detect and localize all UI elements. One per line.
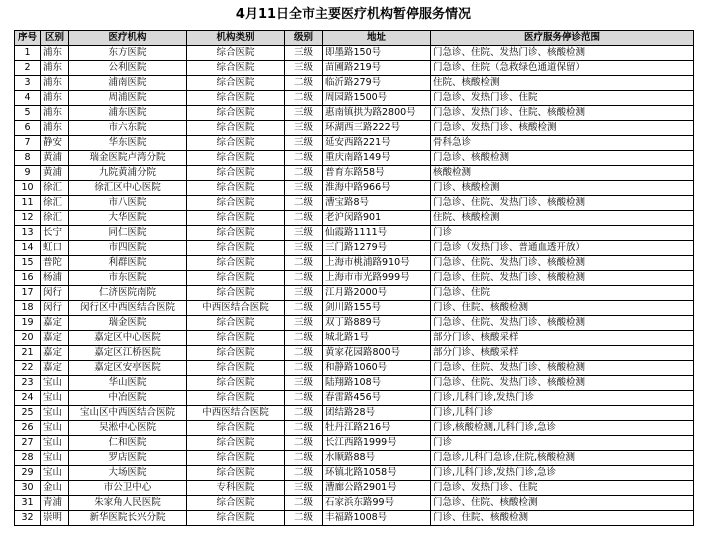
cell-level: 三级 xyxy=(285,481,323,496)
cell-category: 综合医院 xyxy=(187,466,285,481)
cell-institution: 嘉定区中心医院 xyxy=(69,331,187,346)
cell-category: 综合医院 xyxy=(187,331,285,346)
table-row xyxy=(15,46,694,61)
header-address: 地址 xyxy=(323,31,431,46)
cell-institution: 东方医院 xyxy=(69,46,187,61)
cell-category: 综合医院 xyxy=(187,106,285,121)
cell-address: 团结路28号 xyxy=(323,406,431,421)
cell-category: 综合医院 xyxy=(187,151,285,166)
cell-level: 三级 xyxy=(285,61,323,76)
table-row xyxy=(15,256,694,271)
cell-district: 徐汇 xyxy=(41,211,69,226)
cell-level: 二级 xyxy=(285,166,323,181)
table-row xyxy=(15,436,694,451)
cell-district: 普陀 xyxy=(41,256,69,271)
cell-services: 核酸检测 xyxy=(431,166,694,181)
cell-category: 专科医院 xyxy=(187,481,285,496)
cell-category: 综合医院 xyxy=(187,181,285,196)
cell-district: 浦东 xyxy=(41,61,69,76)
cell-category: 综合医院 xyxy=(187,361,285,376)
table-row xyxy=(15,91,694,106)
cell-level: 三级 xyxy=(285,136,323,151)
cell-level: 二级 xyxy=(285,361,323,376)
cell-services: 门诊,核酸检测,儿科门诊,急诊 xyxy=(431,421,694,436)
cell-level: 二级 xyxy=(285,196,323,211)
cell-category: 综合医院 xyxy=(187,121,285,136)
cell-address: 丰福路1008号 xyxy=(323,511,431,526)
cell-category: 综合医院 xyxy=(187,241,285,256)
table-row xyxy=(15,76,694,91)
cell-index: 15 xyxy=(15,256,41,271)
cell-district: 闵行 xyxy=(41,301,69,316)
cell-district: 宝山 xyxy=(41,376,69,391)
cell-services: 门急诊、核酸检测 xyxy=(431,151,694,166)
cell-category: 综合医院 xyxy=(187,376,285,391)
cell-index: 18 xyxy=(15,301,41,316)
cell-services: 门急诊、住院、发热门诊、核酸检测 xyxy=(431,256,694,271)
table-row xyxy=(15,346,694,361)
cell-services: 门诊,儿科门诊,发热门诊 xyxy=(431,391,694,406)
cell-institution: 浦东医院 xyxy=(69,106,187,121)
cell-address: 上海市桃浦路910号 xyxy=(323,256,431,271)
cell-address: 双丁路889号 xyxy=(323,316,431,331)
cell-services: 住院、核酸检测 xyxy=(431,211,694,226)
cell-index: 30 xyxy=(15,481,41,496)
cell-institution: 利群医院 xyxy=(69,256,187,271)
cell-level: 二级 xyxy=(285,211,323,226)
cell-services: 门诊、住院、核酸检测 xyxy=(431,301,694,316)
table-row xyxy=(15,391,694,406)
cell-level: 二级 xyxy=(285,451,323,466)
table-row xyxy=(15,421,694,436)
cell-index: 26 xyxy=(15,421,41,436)
cell-index: 31 xyxy=(15,496,41,511)
cell-index: 7 xyxy=(15,136,41,151)
cell-district: 静安 xyxy=(41,136,69,151)
cell-index: 1 xyxy=(15,46,41,61)
cell-services: 门急诊、发热门诊、核酸检测 xyxy=(431,121,694,136)
table-row xyxy=(15,241,694,256)
cell-category: 综合医院 xyxy=(187,496,285,511)
cell-institution: 仁和医院 xyxy=(69,436,187,451)
cell-level: 二级 xyxy=(285,91,323,106)
cell-index: 9 xyxy=(15,166,41,181)
cell-district: 宝山 xyxy=(41,391,69,406)
cell-institution: 市六东院 xyxy=(69,121,187,136)
cell-category: 综合医院 xyxy=(187,391,285,406)
cell-services: 门诊,儿科门诊,发热门诊,急诊 xyxy=(431,466,694,481)
cell-district: 浦东 xyxy=(41,76,69,91)
cell-level: 三级 xyxy=(285,376,323,391)
cell-district: 黄浦 xyxy=(41,151,69,166)
cell-address: 漕廊公路2901号 xyxy=(323,481,431,496)
cell-services: 门急诊、住院、核酸检测 xyxy=(431,496,694,511)
table-body xyxy=(15,46,694,526)
cell-institution: 瑞金医院卢湾分院 xyxy=(69,151,187,166)
cell-institution: 市四医院 xyxy=(69,241,187,256)
table-row xyxy=(15,211,694,226)
cell-level: 二级 xyxy=(285,421,323,436)
cell-address: 老沪闵路901 xyxy=(323,211,431,226)
cell-institution: 瑞金医院 xyxy=(69,316,187,331)
cell-category: 综合医院 xyxy=(187,226,285,241)
cell-district: 黄浦 xyxy=(41,166,69,181)
cell-index: 17 xyxy=(15,286,41,301)
cell-services: 门急诊、住院、发热门诊、核酸检测 xyxy=(431,196,694,211)
cell-services: 门急诊、发热门诊、住院 xyxy=(431,481,694,496)
cell-services: 门急诊、住院、发热门诊、核酸检测 xyxy=(431,376,694,391)
cell-index: 32 xyxy=(15,511,41,526)
cell-institution: 罗店医院 xyxy=(69,451,187,466)
cell-category: 综合医院 xyxy=(187,61,285,76)
cell-district: 嘉定 xyxy=(41,346,69,361)
cell-index: 5 xyxy=(15,106,41,121)
header-row xyxy=(15,31,694,46)
cell-address: 惠南镇拱为路2800号 xyxy=(323,106,431,121)
cell-services: 门急诊、发热门诊、住院、核酸检测 xyxy=(431,106,694,121)
cell-institution: 同仁医院 xyxy=(69,226,187,241)
cell-district: 浦东 xyxy=(41,91,69,106)
cell-level: 二级 xyxy=(285,271,323,286)
table-row xyxy=(15,196,694,211)
cell-district: 杨浦 xyxy=(41,271,69,286)
cell-district: 浦东 xyxy=(41,106,69,121)
cell-address: 即墨路150号 xyxy=(323,46,431,61)
cell-address: 江月路2000号 xyxy=(323,286,431,301)
cell-index: 23 xyxy=(15,376,41,391)
cell-institution: 大场医院 xyxy=(69,466,187,481)
cell-institution: 徐汇区中心医院 xyxy=(69,181,187,196)
cell-address: 三门路1279号 xyxy=(323,241,431,256)
table-row xyxy=(15,496,694,511)
cell-district: 浦东 xyxy=(41,46,69,61)
cell-level: 二级 xyxy=(285,496,323,511)
cell-services: 门急诊、住院 xyxy=(431,286,694,301)
cell-level: 二级 xyxy=(285,346,323,361)
cell-level: 三级 xyxy=(285,121,323,136)
cell-level: 二级 xyxy=(285,511,323,526)
cell-services: 部分门诊、核酸采样 xyxy=(431,346,694,361)
cell-district: 嘉定 xyxy=(41,331,69,346)
cell-address: 苗圃路219号 xyxy=(323,61,431,76)
cell-address: 环镇北路1058号 xyxy=(323,466,431,481)
cell-category: 综合医院 xyxy=(187,421,285,436)
cell-institution: 华山医院 xyxy=(69,376,187,391)
cell-district: 闵行 xyxy=(41,286,69,301)
cell-institution: 嘉定区江桥医院 xyxy=(69,346,187,361)
cell-index: 20 xyxy=(15,331,41,346)
cell-category: 综合医院 xyxy=(187,286,285,301)
cell-address: 剑川路155号 xyxy=(323,301,431,316)
cell-address: 长江西路1999号 xyxy=(323,436,431,451)
cell-institution: 新华医院长兴分院 xyxy=(69,511,187,526)
cell-index: 27 xyxy=(15,436,41,451)
cell-index: 12 xyxy=(15,211,41,226)
cell-category: 综合医院 xyxy=(187,316,285,331)
table-row xyxy=(15,136,694,151)
cell-institution: 周浦医院 xyxy=(69,91,187,106)
cell-district: 虹口 xyxy=(41,241,69,256)
cell-institution: 闵行区中西医结合医院 xyxy=(69,301,187,316)
cell-category: 综合医院 xyxy=(187,76,285,91)
cell-institution: 仁济医院南院 xyxy=(69,286,187,301)
cell-category: 中西医结合医院 xyxy=(187,301,285,316)
cell-district: 宝山 xyxy=(41,421,69,436)
table-row xyxy=(15,451,694,466)
cell-address: 延安西路221号 xyxy=(323,136,431,151)
cell-address: 环湖西三路222号 xyxy=(323,121,431,136)
table-row xyxy=(15,226,694,241)
cell-address: 周园路1500号 xyxy=(323,91,431,106)
cell-district: 嘉定 xyxy=(41,316,69,331)
cell-district: 青浦 xyxy=(41,496,69,511)
cell-level: 二级 xyxy=(285,391,323,406)
cell-district: 宝山 xyxy=(41,451,69,466)
table-row xyxy=(15,301,694,316)
cell-district: 徐汇 xyxy=(41,181,69,196)
cell-address: 仙霞路1111号 xyxy=(323,226,431,241)
cell-services: 骨科急诊 xyxy=(431,136,694,151)
cell-institution: 华东医院 xyxy=(69,136,187,151)
cell-address: 上海市市光路999号 xyxy=(323,271,431,286)
table-row xyxy=(15,511,694,526)
cell-index: 13 xyxy=(15,226,41,241)
table-row xyxy=(15,121,694,136)
cell-level: 二级 xyxy=(285,466,323,481)
cell-index: 11 xyxy=(15,196,41,211)
cell-address: 淮海中路966号 xyxy=(323,181,431,196)
cell-district: 宝山 xyxy=(41,406,69,421)
cell-level: 二级 xyxy=(285,406,323,421)
table-row xyxy=(15,481,694,496)
cell-address: 石家浜东路99号 xyxy=(323,496,431,511)
cell-category: 综合医院 xyxy=(187,46,285,61)
table-row xyxy=(15,406,694,421)
cell-address: 牡丹江路216号 xyxy=(323,421,431,436)
header-institution: 医疗机构 xyxy=(69,31,187,46)
cell-institution: 浦南医院 xyxy=(69,76,187,91)
cell-level: 三级 xyxy=(285,241,323,256)
cell-institution: 市东医院 xyxy=(69,271,187,286)
cell-institution: 大华医院 xyxy=(69,211,187,226)
cell-services: 部分门诊、核酸采样 xyxy=(431,331,694,346)
cell-index: 8 xyxy=(15,151,41,166)
header-category: 机构类别 xyxy=(187,31,285,46)
cell-index: 6 xyxy=(15,121,41,136)
table-row xyxy=(15,376,694,391)
cell-address: 水顺路88号 xyxy=(323,451,431,466)
cell-index: 10 xyxy=(15,181,41,196)
header-index: 序号 xyxy=(15,31,41,46)
cell-index: 24 xyxy=(15,391,41,406)
table-row xyxy=(15,151,694,166)
cell-index: 28 xyxy=(15,451,41,466)
cell-category: 综合医院 xyxy=(187,451,285,466)
cell-index: 25 xyxy=(15,406,41,421)
cell-institution: 九院黄浦分院 xyxy=(69,166,187,181)
cell-address: 临沂路279号 xyxy=(323,76,431,91)
cell-category: 综合医院 xyxy=(187,136,285,151)
table-row xyxy=(15,331,694,346)
cell-category: 综合医院 xyxy=(187,166,285,181)
cell-address: 和静路1060号 xyxy=(323,361,431,376)
cell-services: 门诊、核酸检测 xyxy=(431,181,694,196)
cell-category: 综合医院 xyxy=(187,256,285,271)
cell-index: 29 xyxy=(15,466,41,481)
cell-services: 门急诊、发热门诊、住院 xyxy=(431,91,694,106)
cell-institution: 市公卫中心 xyxy=(69,481,187,496)
cell-index: 22 xyxy=(15,361,41,376)
cell-address: 漕宝路8号 xyxy=(323,196,431,211)
cell-level: 三级 xyxy=(285,226,323,241)
cell-category: 中西医结合医院 xyxy=(187,406,285,421)
cell-services: 门诊,儿科门诊 xyxy=(431,406,694,421)
cell-institution: 吴淞中心医院 xyxy=(69,421,187,436)
cell-services: 门诊、住院、核酸检测 xyxy=(431,511,694,526)
cell-district: 宝山 xyxy=(41,466,69,481)
cell-category: 综合医院 xyxy=(187,211,285,226)
cell-index: 14 xyxy=(15,241,41,256)
cell-level: 二级 xyxy=(285,151,323,166)
cell-institution: 朱家角人民医院 xyxy=(69,496,187,511)
cell-level: 二级 xyxy=(285,301,323,316)
cell-services: 门急诊、住院（急救绿色通道保留） xyxy=(431,61,694,76)
cell-category: 综合医院 xyxy=(187,436,285,451)
table-row xyxy=(15,286,694,301)
cell-district: 徐汇 xyxy=(41,196,69,211)
header-level: 级别 xyxy=(285,31,323,46)
cell-level: 二级 xyxy=(285,331,323,346)
cell-services: 门急诊、住院、发热门诊、核酸检测 xyxy=(431,361,694,376)
table-row xyxy=(15,166,694,181)
cell-level: 二级 xyxy=(285,436,323,451)
cell-index: 2 xyxy=(15,61,41,76)
cell-level: 三级 xyxy=(285,316,323,331)
cell-category: 综合医院 xyxy=(187,271,285,286)
cell-services: 门急诊（发热门诊、普通血透开放） xyxy=(431,241,694,256)
cell-level: 三级 xyxy=(285,286,323,301)
cell-institution: 公利医院 xyxy=(69,61,187,76)
cell-district: 崇明 xyxy=(41,511,69,526)
cell-services: 门诊 xyxy=(431,226,694,241)
header-suspended-services: 医疗服务停诊范围 xyxy=(431,31,694,46)
cell-services: 住院、核酸检测 xyxy=(431,76,694,91)
cell-services: 门急诊、住院、发热门诊、核酸检测 xyxy=(431,316,694,331)
hospital-table xyxy=(14,30,694,526)
cell-level: 二级 xyxy=(285,76,323,91)
cell-institution: 市八医院 xyxy=(69,196,187,211)
table-row xyxy=(15,181,694,196)
cell-district: 长宁 xyxy=(41,226,69,241)
cell-services: 门急诊,儿科门急诊,住院,核酸检测 xyxy=(431,451,694,466)
cell-district: 金山 xyxy=(41,481,69,496)
table-row xyxy=(15,271,694,286)
cell-index: 19 xyxy=(15,316,41,331)
cell-index: 3 xyxy=(15,76,41,91)
cell-address: 春雷路456号 xyxy=(323,391,431,406)
cell-institution: 嘉定区安亭医院 xyxy=(69,361,187,376)
cell-address: 重庆南路149号 xyxy=(323,151,431,166)
cell-category: 综合医院 xyxy=(187,196,285,211)
cell-index: 21 xyxy=(15,346,41,361)
page-title: 4月11日全市主要医疗机构暂停服务情况 xyxy=(235,7,472,22)
table-row xyxy=(15,61,694,76)
cell-address: 黄家花园路800号 xyxy=(323,346,431,361)
cell-services: 门急诊、住院、发热门诊、核酸检测 xyxy=(431,46,694,61)
cell-district: 浦东 xyxy=(41,121,69,136)
cell-level: 三级 xyxy=(285,46,323,61)
cell-category: 综合医院 xyxy=(187,346,285,361)
cell-address: 城北路1号 xyxy=(323,331,431,346)
cell-address: 陆翔路108号 xyxy=(323,376,431,391)
cell-institution: 中冶医院 xyxy=(69,391,187,406)
header-district: 区别 xyxy=(41,31,69,46)
cell-institution: 宝山区中西医结合医院 xyxy=(69,406,187,421)
cell-index: 16 xyxy=(15,271,41,286)
cell-level: 二级 xyxy=(285,256,323,271)
cell-index: 4 xyxy=(15,91,41,106)
table-row xyxy=(15,106,694,121)
cell-services: 门诊 xyxy=(431,436,694,451)
cell-services: 门急诊、住院、发热门诊、核酸检测 xyxy=(431,271,694,286)
cell-level: 三级 xyxy=(285,181,323,196)
cell-address: 普育东路58号 xyxy=(323,166,431,181)
cell-level: 三级 xyxy=(285,106,323,121)
table-row xyxy=(15,466,694,481)
cell-district: 宝山 xyxy=(41,436,69,451)
cell-category: 综合医院 xyxy=(187,511,285,526)
table-row xyxy=(15,361,694,376)
cell-district: 嘉定 xyxy=(41,361,69,376)
table-row xyxy=(15,316,694,331)
cell-category: 综合医院 xyxy=(187,91,285,106)
